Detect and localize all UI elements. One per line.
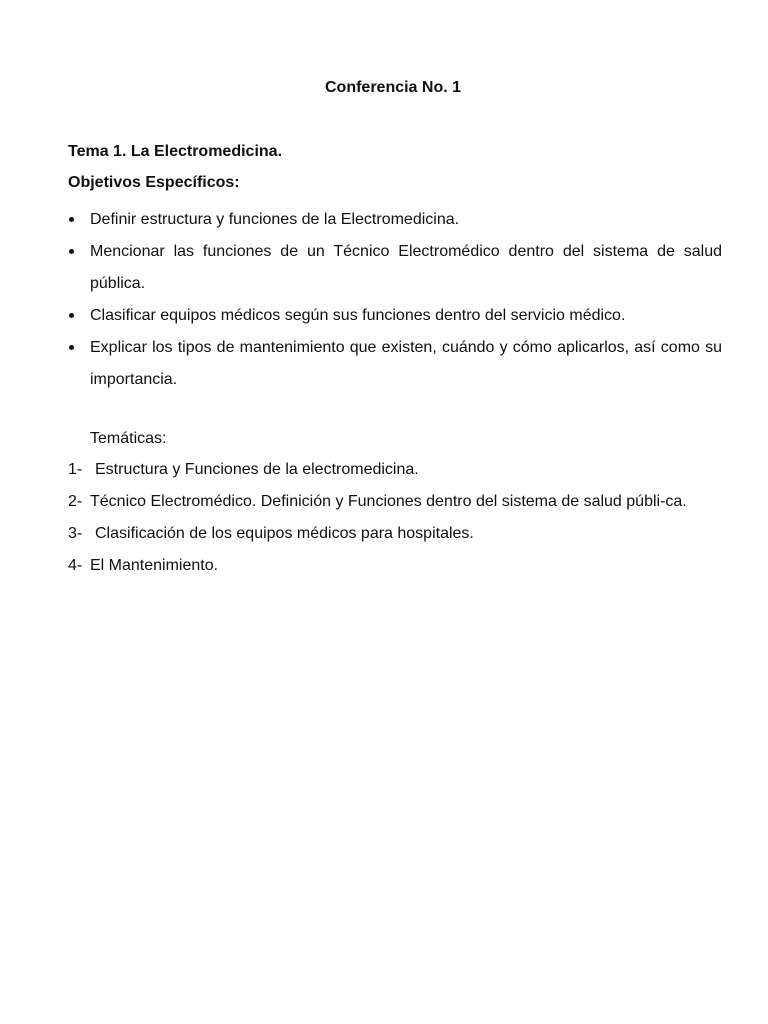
- topics-list: [68, 454, 724, 582]
- objective-text: Explicar los tipos de mantenimiento que existen, cuándo y cómo aplicarlos, así como su importancia.: [90, 339, 722, 388]
- item-number: 2-: [68, 493, 83, 510]
- page-title: Conferencia No. 1: [324, 79, 462, 96]
- list-item: [68, 204, 722, 236]
- topic-text: El Mantenimiento.: [90, 557, 219, 574]
- list-item: [68, 454, 724, 486]
- list-item: [68, 550, 724, 582]
- objective-text: Mencionar las funciones de un Técnico Electromédico dentro del sistema de salud pública.: [90, 243, 722, 292]
- topic-text: Clasificación de los equipos médicos para hospitales.: [95, 525, 474, 542]
- objectives-heading: Objetivos Específicos:: [68, 174, 240, 191]
- bullet-icon: [69, 249, 74, 254]
- objective-text: Clasificar equipos médicos según sus funciones dentro del servicio médico.: [90, 307, 626, 324]
- item-number: 1-: [68, 461, 83, 478]
- list-item: [68, 518, 724, 550]
- list-item: [68, 300, 722, 332]
- topic-text: Técnico Electromédico. Definición y Funciones dentro del sistema de salud públi-ca.: [90, 493, 687, 510]
- list-item: [68, 332, 722, 396]
- topic-heading: Tema 1. La Electromedicina.: [68, 143, 283, 160]
- topic-text: Estructura y Funciones de la electromedicina.: [95, 461, 419, 478]
- objective-text: Definir estructura y funciones de la Electromedicina.: [90, 211, 460, 228]
- item-number: 3-: [68, 525, 83, 542]
- bullet-icon: [69, 313, 74, 318]
- topics-label: Temáticas:: [90, 430, 167, 447]
- list-item: [68, 486, 724, 518]
- bullet-icon: [69, 345, 74, 350]
- objectives-list: [68, 204, 722, 396]
- bullet-icon: [69, 217, 74, 222]
- item-number: 4-: [68, 557, 83, 574]
- list-item: [68, 236, 722, 300]
